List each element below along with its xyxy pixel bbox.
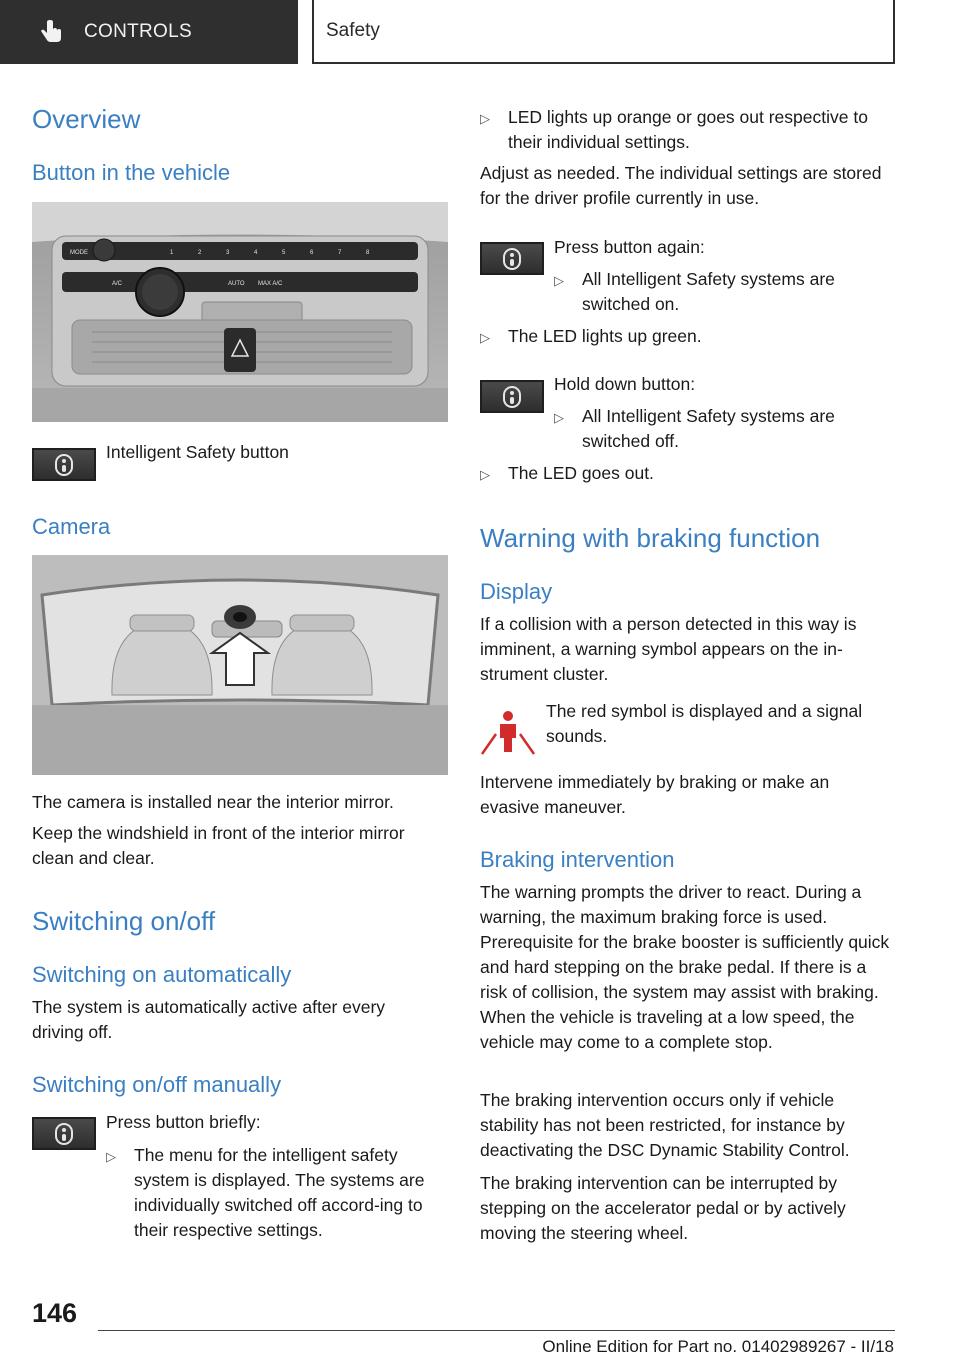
console-maxac-label: MAX A/C [258, 281, 283, 287]
camera-heading: Camera [32, 514, 111, 539]
braking-paragraph-1: The warning prompts the driver to react. During a warning, the maximum braking force is used. Prerequisite for the brake booster is sufficiently quick and hard stepping on the brake pedal. If there is a risk of collision, the system may assist with braking. When the vehicle is traveling at a low speed, the vehicle may come to a complete stop. [480, 882, 890, 1052]
bullet-text: The menu for the intelligent safety system is displayed. The systems are individually switched off accord‐ing to their respective settings. [134, 1145, 425, 1240]
intelligent-safety-button-icon [480, 242, 544, 275]
warning-heading: Warning with braking function [480, 523, 821, 553]
adjust-paragraph: Adjust as needed. The individual settings are stored for the driver profile currently in use. [480, 163, 882, 208]
section-label: CONTROLS [84, 21, 192, 42]
intelligent-safety-button-icon [32, 448, 96, 481]
button-caption: Intelligent Safety button [106, 442, 289, 462]
bullet-text: All Intelligent Safety systems are switched off. [582, 406, 835, 451]
bullet-item [106, 1143, 444, 1243]
console-preset-5: 5 [282, 250, 286, 256]
console-preset-1: 1 [170, 250, 174, 256]
console-mode-label: MODE [70, 250, 88, 256]
intelligent-safety-button-icon [32, 1117, 96, 1150]
bullet-item [480, 324, 890, 350]
bullet-item [480, 461, 890, 487]
overview-heading: Overview [32, 104, 141, 134]
bullet-item [554, 404, 874, 454]
bullet-triangle-icon: ▷ [480, 330, 490, 345]
hand-pointer-icon [38, 19, 64, 45]
camera-paragraph-2: Keep the windshield in front of the interior mirror clean and clear. [32, 823, 405, 868]
press-briefly-text: Press button briefly: [106, 1112, 261, 1132]
intervene-paragraph: Intervene immediately by braking or make an evasive maneuver. [480, 772, 830, 817]
chapter-title [312, 0, 895, 64]
braking-heading: Braking intervention [480, 847, 675, 872]
bullet-item [554, 267, 874, 317]
bullet-text: The LED lights up green. [508, 326, 702, 346]
chapter-label: Safety [326, 20, 380, 41]
display-paragraph: If a collision with a person detected in this way is imminent, a warning symbol appears on the in‐strument cluster. [480, 614, 857, 684]
intelligent-safety-button-icon [480, 380, 544, 413]
page-number: 146 [32, 1298, 78, 1328]
hold-down-text: Hold down button: [554, 374, 696, 394]
camera-photo [32, 555, 448, 775]
display-heading: Display [480, 579, 553, 604]
bullet-text: LED lights up orange or goes out respective to their individual settings. [508, 107, 868, 152]
console-preset-3: 3 [226, 250, 230, 256]
pedestrian-warning-icon [480, 706, 536, 756]
button-in-vehicle-heading: Button in the vehicle [32, 160, 231, 185]
bullet-item [480, 105, 890, 155]
console-preset-8: 8 [366, 250, 370, 256]
edition-footer: Online Edition for Part no. 01402989267 - II/18 [542, 1337, 894, 1356]
bullet-triangle-icon: ▷ [554, 410, 564, 425]
camera-paragraph-1: The camera is installed near the interior mirror. [32, 792, 394, 812]
bullet-triangle-icon: ▷ [106, 1149, 116, 1164]
section-tab [0, 0, 298, 64]
red-symbol-paragraph: The red symbol is displayed and a signal sounds. [546, 701, 863, 746]
console-ac-label: A/C [112, 281, 123, 287]
braking-paragraph-2: The braking intervention occurs only if vehicle stability has not been restricted, for instance by deactivating the DSC Dynamic Stability Control. [480, 1090, 850, 1160]
bullet-triangle-icon: ▷ [480, 467, 490, 482]
console-preset-6: 6 [310, 250, 314, 256]
braking-paragraph-3: The braking intervention can be interrupted by stepping on the accelerator pedal or by actively moving the steering wheel. [480, 1173, 846, 1243]
switching-heading: Switching on/off [32, 906, 216, 936]
press-again-text: Press button again: [554, 237, 705, 257]
auto-paragraph: The system is automatically active after every driving off. [32, 997, 386, 1042]
console-preset-7: 7 [338, 250, 342, 256]
footer-divider [98, 1330, 895, 1331]
console-auto-label: AUTO [228, 281, 245, 287]
auto-heading: Switching on automatically [32, 962, 292, 987]
console-preset-4: 4 [254, 250, 258, 256]
bullet-triangle-icon: ▷ [554, 273, 564, 288]
bullet-triangle-icon: ▷ [480, 111, 490, 126]
bullet-text: The LED goes out. [508, 463, 654, 483]
console-photo [32, 202, 448, 422]
bullet-text: All Intelligent Safety systems are switched on. [582, 269, 835, 314]
manual-heading: Switching on/off manually [32, 1072, 282, 1097]
console-preset-2: 2 [198, 250, 202, 256]
